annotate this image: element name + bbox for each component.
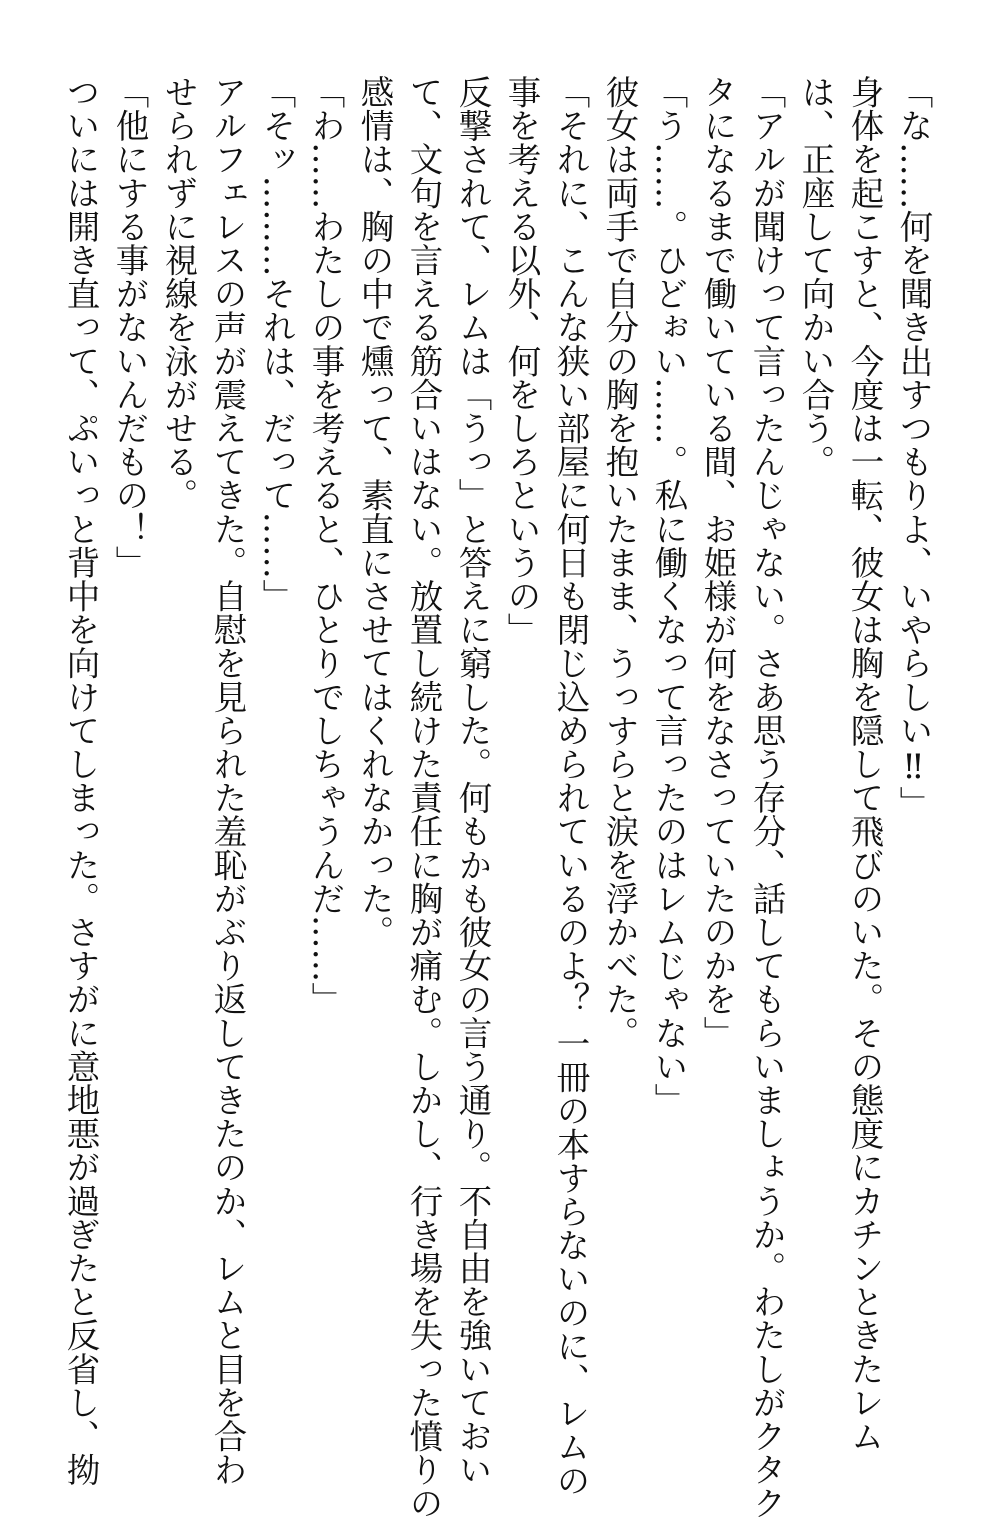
text-line: は、正座して向かい合う。: [796, 75, 835, 479]
text-line: せられずに視線を泳がせる。: [159, 75, 198, 512]
text-line: 「そッ………それは、だって……」: [257, 75, 296, 613]
text-line: て、文句を言える筋合いはない。放置し続けた責任に胸が痛む。しかし、行き場を失った憤りの: [404, 75, 443, 1520]
text-line: 「な……何を聞き出すつもりよ、いやらしい‼」: [894, 75, 933, 820]
text-line: ついには開き直って、ぷいっと背中を向けてしまった。さすがに意地悪が過ぎたと反省し、拗: [61, 75, 100, 1487]
text-line: 事を考える以外、何をしろというの」: [502, 75, 541, 647]
text-line: 「アルが聞けって言ったんじゃない。さあ思う存分、話してもらいましょうか。わたしがクタク: [747, 75, 786, 1520]
text-line: 感情は、胸の中で燻って、素直にさせてはくれなかった。: [355, 75, 394, 949]
text-line: 反撃されて、レムは「うっ」と答えに窮した。何もかも彼女の言う通り。不自由を強いておい: [453, 75, 492, 1487]
vertical-text-block: [58, 75, 938, 1520]
text-line: 「他にする事がないんだもの！」: [110, 75, 149, 579]
text-line: アルフェレスの声が震えてきた。自慰を見られた羞恥がぶり返してきたのか、レムと目を合わ: [208, 75, 247, 1487]
text-line: 「わ……わたしの事を考えると、ひとりでしちゃうんだ……」: [306, 75, 345, 1016]
text-line: 彼女は両手で自分の胸を抱いたまま、うっすらと涙を浮かべた。: [600, 75, 639, 1050]
text-line: 身体を起こすと、今度は一転、彼女は胸を隠して飛びのいた。その態度にカチンときたレム: [845, 75, 884, 1453]
text-line: 「それに、こんな狭い部屋に何日も閉じ込められているのよ？ 一冊の本すらないのに、レムの: [551, 75, 590, 1497]
text-line: タになるまで働いている間、お姫様が何をなさっていたのかを」: [698, 75, 737, 1050]
text-line: 「う……。ひどぉい……。私に働くなって言ったのはレムじゃない」: [649, 75, 688, 1117]
